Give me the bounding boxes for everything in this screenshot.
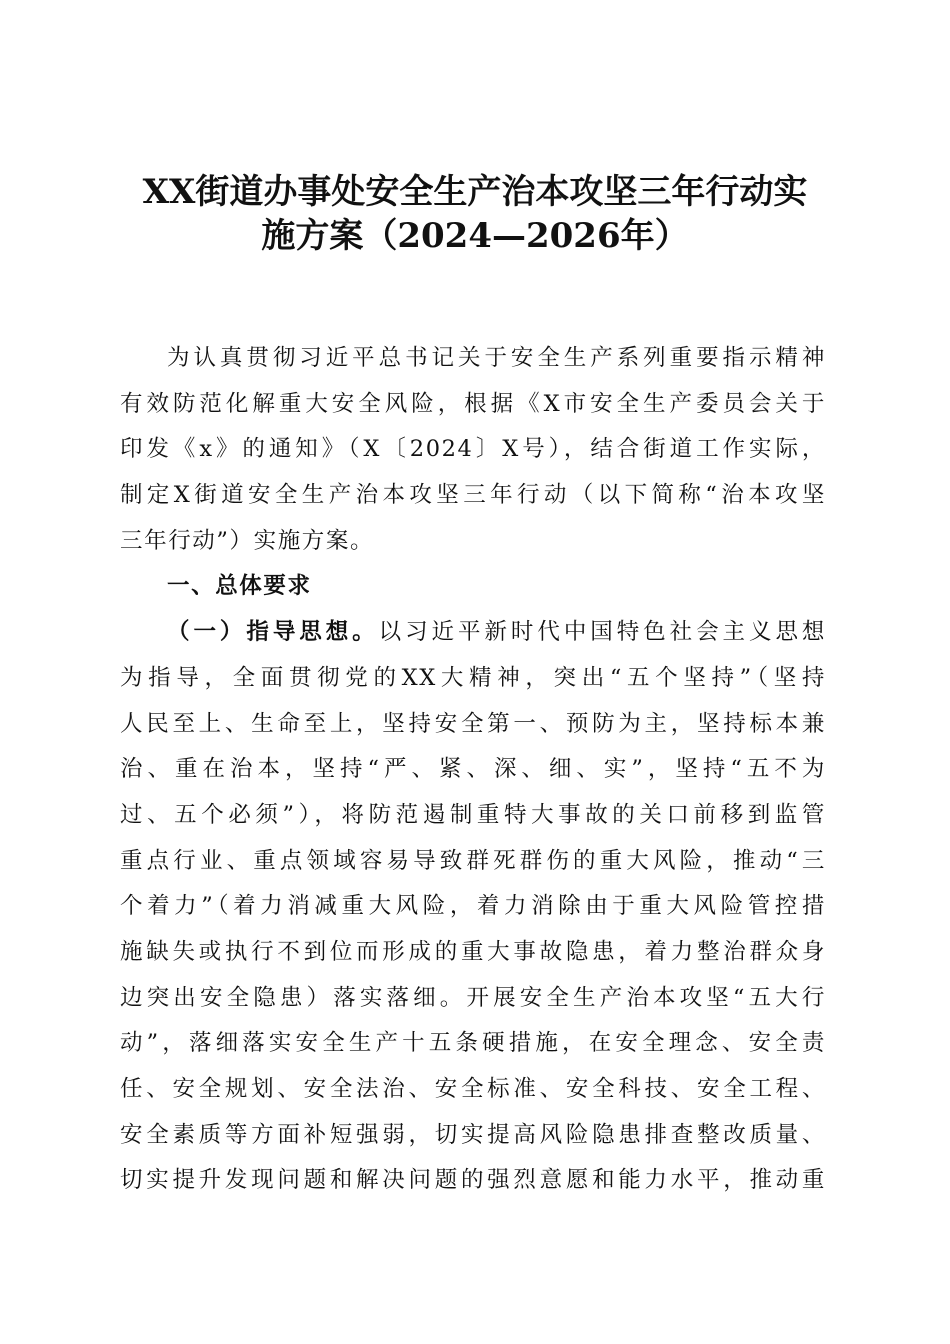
body-line: 动”，落细落实安全生产十五条硬措施，在安全理念、安全责 bbox=[120, 1030, 826, 1057]
document-body bbox=[120, 336, 826, 1204]
intro-line: 三年行动”）实施方案。 bbox=[120, 527, 375, 554]
body-line: 治、重在治本，坚持“严、紧、深、细、实”，坚持“五不为 bbox=[120, 756, 826, 783]
title-line-2: 施方案（2024—2026年） bbox=[261, 216, 689, 256]
body-line: 施缺失或执行不到位而形成的重大事故隐患，着力整治群众身 bbox=[120, 938, 826, 965]
body-line: 过、五个必须”），将防范遏制重特大事故的关口前移到监管 bbox=[120, 801, 826, 828]
intro-line: 印发《x》的通知》（X〔2024〕X号），结合街道工作实际， bbox=[120, 436, 826, 463]
section-heading: 一、总体要求 bbox=[167, 573, 312, 600]
body-line: 重点行业、重点领域容易导致群死群伤的重大风险，推动“三 bbox=[120, 847, 826, 874]
intro-line: 有效防范化解重大安全风险，根据《X市安全生产委员会关于 bbox=[120, 390, 826, 417]
subsection-label: （一）指导思想。 bbox=[167, 619, 379, 646]
intro-line: 制定X街道安全生产治本攻坚三年行动（以下简称“治本攻坚 bbox=[120, 482, 826, 509]
document-title bbox=[116, 170, 834, 258]
body-line: 人民至上、生命至上，坚持安全第一、预防为主，坚持标本兼 bbox=[120, 710, 826, 737]
subsection-first-line bbox=[120, 610, 826, 656]
body-line: 个着力”（着力消减重大风险，着力消除由于重大风险管控措 bbox=[120, 893, 826, 920]
body-line: 边突出安全隐患）落实落细。开展安全生产治本攻坚“五大行 bbox=[120, 984, 826, 1011]
title-line-1: XX街道办事处安全生产治本攻坚三年行动实 bbox=[142, 172, 808, 212]
body-line: 切实提升发现问题和解决问题的强烈意愿和能力水平，推动重 bbox=[120, 1167, 826, 1194]
body-line: 为指导，全面贯彻党的XX大精神，突出“五个坚持”（坚持 bbox=[120, 664, 826, 691]
intro-line: 为认真贯彻习近平总书记关于安全生产系列重要指示精神 bbox=[167, 345, 826, 371]
subsection-first-line-text: 以习近平新时代中国特色社会主义思想 bbox=[378, 619, 826, 646]
body-line: 安全素质等方面补短强弱，切实提高风险隐患排查整改质量、 bbox=[120, 1121, 826, 1148]
body-line: 任、安全规划、安全法治、安全标准、安全科技、安全工程、 bbox=[120, 1076, 826, 1102]
